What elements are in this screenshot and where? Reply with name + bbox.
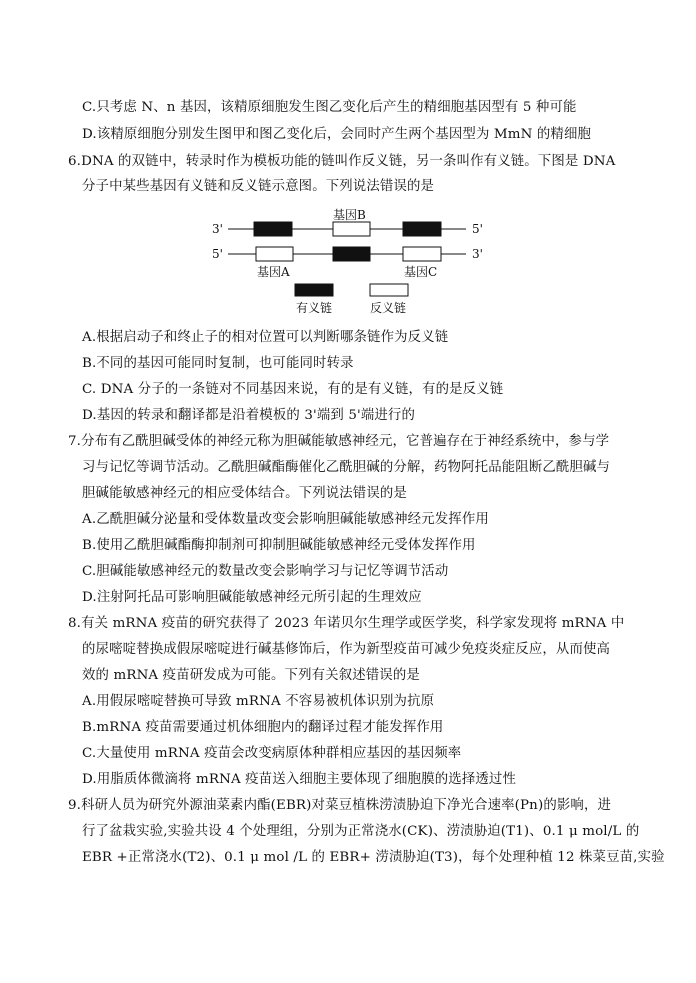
q7-stem-line-2: 习与记忆等调节活动。乙酰胆碱酯酶催化乙酰胆碱的分解，药物阿托品能阻断乙酰胆碱与: [82, 460, 611, 475]
top-strand-sense-segment-2: [403, 222, 441, 236]
q7-option-c: C.胆碱能敏感神经元的数量改变会影响学习与记忆等调节活动: [82, 564, 449, 579]
gene-c-label: 基因C: [404, 265, 438, 279]
q8-option-d: D.用脂质体微滴将 mRNA 疫苗送入细胞主要体现了细胞膜的选择透过性: [82, 772, 516, 787]
q7-option-d: D.注射阿托品可影响胆碱能敏感神经元所引起的生理效应: [82, 590, 422, 605]
gene-b-label: 基因B: [333, 208, 366, 222]
bottom-strand-sense-segment: [333, 247, 370, 261]
q6-option-b: B.不同的基因可能同时复制，也可能同时转录: [82, 356, 354, 371]
q6-option-a: A.根据启动子和终止子的相对位置可以判断哪条链作为反义链: [82, 330, 449, 345]
legend-sense-swatch: [295, 284, 333, 296]
q7-option-b: B.使用乙酰胆碱酯酶抑制剂可抑制胆碱能敏感神经元受体发挥作用: [82, 538, 476, 553]
q8-option-a: A.用假尿嘧啶替换可导致 mRNA 不容易被机体识别为抗原: [82, 694, 435, 709]
q6-stem-line-1: 6.DNA 的双链中，转录时作为模板功能的链叫作反义链，另一条叫作有义链。下图是 DNA: [68, 154, 616, 169]
q6-option-d: D.基因的转录和翻译都是沿着模板的 3'端到 5'端进行的: [82, 408, 415, 423]
gene-a-label: 基因A: [257, 265, 290, 279]
q9-stem-line-2: 行了盆栽实验,实验共设 4 个处理组，分别为正常浇水(CK)、涝渍胁迫(T1)、0.1 μ mol/L 的: [82, 824, 640, 839]
q7-stem-line-3: 胆碱能敏感神经元的相应受体结合。下列说法错误的是: [82, 486, 407, 501]
q6-option-c: C. DNA 分子的一条链对不同基因来说，有的是有义链，有的是反义链: [82, 382, 504, 397]
top-right-end-label: 5': [472, 222, 483, 236]
q8-stem-line-1: 8.有关 mRNA 疫苗的研究获得了 2023 年诺贝尔生理学或医学奖，科学家发现将 mRNA 中: [68, 616, 625, 631]
q8-option-b: B.mRNA 疫苗需要通过机体细胞内的翻译过程才能发挥作用: [82, 720, 444, 735]
legend-antisense-label: 反义链: [370, 301, 407, 315]
bottom-right-end-label: 3': [472, 247, 483, 261]
legend-sense-label: 有义链: [296, 301, 333, 315]
option-d-line: D.该精原细胞分别发生图甲和图乙变化后，会同时产生两个基因型为 MmN 的精细胞: [82, 127, 592, 142]
top-strand-sense-segment-1: [254, 222, 292, 236]
q9-stem-line-1: 9.科研人员为研究外源油菜素内酯(EBR)对菜豆植株涝渍胁迫下净光合速率(Pn)的影响，进: [68, 798, 612, 813]
q6-stem-line-2: 分子中某些基因有义链和反义链示意图。下列说法错误的是: [82, 179, 435, 194]
top-left-end-label: 3': [212, 222, 223, 236]
bottom-strand-antisense-segment-a: [256, 247, 293, 261]
top-strand-antisense-segment-b: [333, 222, 370, 236]
q9-stem-line-3: EBR +正常浇水(T2)、0.1 μ mol /L 的 EBR+ 涝渍胁迫(T3)，每个处理种植 12 株菜豆苗,实验: [82, 850, 665, 865]
bottom-left-end-label: 5': [212, 247, 223, 261]
q7-stem-line-1: 7.分布有乙酰胆碱受体的神经元称为胆碱能敏感神经元，它普遍存在于神经系统中，参与学: [68, 434, 610, 449]
q8-stem-line-2: 的尿嘧啶替换成假尿嘧啶进行碱基修饰后，作为新型疫苗可减少免疫炎症反应，从而使高: [82, 642, 611, 657]
q7-option-a: A.乙酰胆碱分泌量和受体数量改变会影响胆碱能敏感神经元发挥作用: [82, 512, 489, 527]
option-c-line: C.只考虑 N、n 基因，该精原细胞发生图乙变化后产生的精细胞基因型有 5 种可能: [82, 100, 577, 115]
q8-stem-line-3: 效的 mRNA 疫苗研发成为可能。下列有关叙述错误的是: [82, 668, 420, 683]
bottom-strand-antisense-segment-c: [403, 247, 441, 261]
q8-option-c: C.大量使用 mRNA 疫苗会改变病原体种群相应基因的基因频率: [82, 746, 462, 761]
dna-strand-diagram: [0, 204, 696, 324]
legend-antisense-swatch: [370, 284, 408, 296]
